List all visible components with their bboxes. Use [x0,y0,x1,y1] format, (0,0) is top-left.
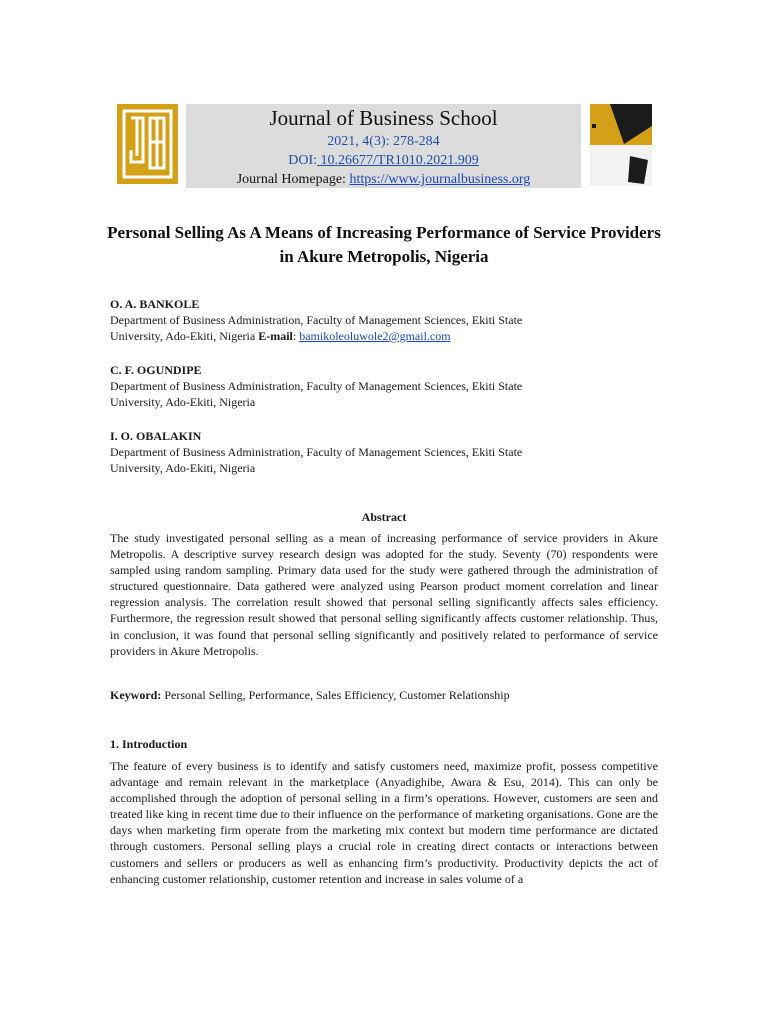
author-name: C. F. OGUNDIPE [110,363,202,377]
introduction-text: The feature of every business is to identify and satisfy customers need, maximize profit, possess competitive advantage and remain relevant in the marketplace (Anyadighibe, Awara & Esu, 2014). This can only be accomplished through the adoption of personal selling in a firm’s operations. However, customers are seen and treated like king in recent time due to their influence on the performance of marketing organisations. Gone are the days when marketing firm operate from the marketing mix context but modern time performance are dictated through customers. Personal selling plays a crucial role in creating direct contacts or interactions between customers and sellers or producers as well as enhancing firm’s productivity. Productivity depicts the act of enhancing customer relationship, customer retention and increase in sales volume of a [110,759,658,886]
section-heading-introduction: 1. Introduction [110,737,188,751]
affiliation-line: Department of Business Administration, Faculty of Management Sciences, Ekiti State [110,313,523,327]
journal-title: Journal of Business School [269,106,498,130]
jb-monogram-icon [117,104,178,184]
affiliation-line: University, Ado-Ekiti, Nigeria [110,461,256,475]
affiliation-line: University, Ado-Ekiti, Nigeria [110,395,256,409]
author-affiliation [110,444,670,476]
author-name: O. A. BANKOLE [110,297,200,311]
author-block [110,296,670,344]
keywords-line [110,687,658,703]
doi-link[interactable]: 10.26677/TR1010.2021.909 [317,153,479,168]
keyword-list: Personal Selling, Performance, Sales Efficiency, Customer Relationship [161,688,510,702]
paper-title: Personal Selling As A Means of Increasing Performance of Service Providers in Akure Metropolis, Nigeria [107,223,661,266]
author-name: I. O. OBALAKIN [110,429,202,443]
affiliation-line: Department of Business Administration, Faculty of Management Sciences, Ekiti State [110,379,523,393]
author-affiliation [110,312,670,344]
abstract-text: The study investigated personal selling as a mean of increasing performance of service providers in Akure Metropolis. A descriptive survey research design was adopted for the study. Seventy (70) respondents were sampled using random sampling. Primary data used for the study were gathered through the administration of structured questionnaire. Data gathered were analyzed using Pearson product moment correlation and linear regression analysis. The correlation result showed that personal selling significantly affects sales efficiency. Furthermore, the regression result showed that personal selling significantly affects customer relationship. Thus, in conclusion, it was found that personal selling significantly and positively related to performance of service providers in Akure Metropolis. [110,531,658,658]
journal-logo [117,104,178,184]
homepage-line [186,171,581,188]
homepage-label: Journal Homepage: [236,172,350,187]
email-separator: : [292,329,300,343]
author-affiliation [110,378,670,410]
keyword-label: Keyword: [110,688,162,702]
author-block [110,362,670,410]
doi-label: DOI: [288,153,317,168]
doi-line [186,152,581,169]
abstract-heading: Abstract [361,510,407,524]
journal-header-band [186,104,581,188]
journal-cover-thumbnail [590,104,652,186]
author-email-link[interactable]: bamikoleoluwole2@gmail.com [299,329,451,343]
homepage-link[interactable]: https://www.journalbusiness.org [349,172,531,187]
author-block [110,428,670,476]
affiliation-line: Department of Business Administration, Faculty of Management Sciences, Ekiti State [110,445,523,459]
affiliation-line: University, Ado-Ekiti, Nigeria [110,329,259,343]
email-label: E-mail [258,329,293,343]
journal-cover-icon [590,104,652,186]
volume-issue-pages: 2021, 4(3): 278-284 [327,134,440,149]
